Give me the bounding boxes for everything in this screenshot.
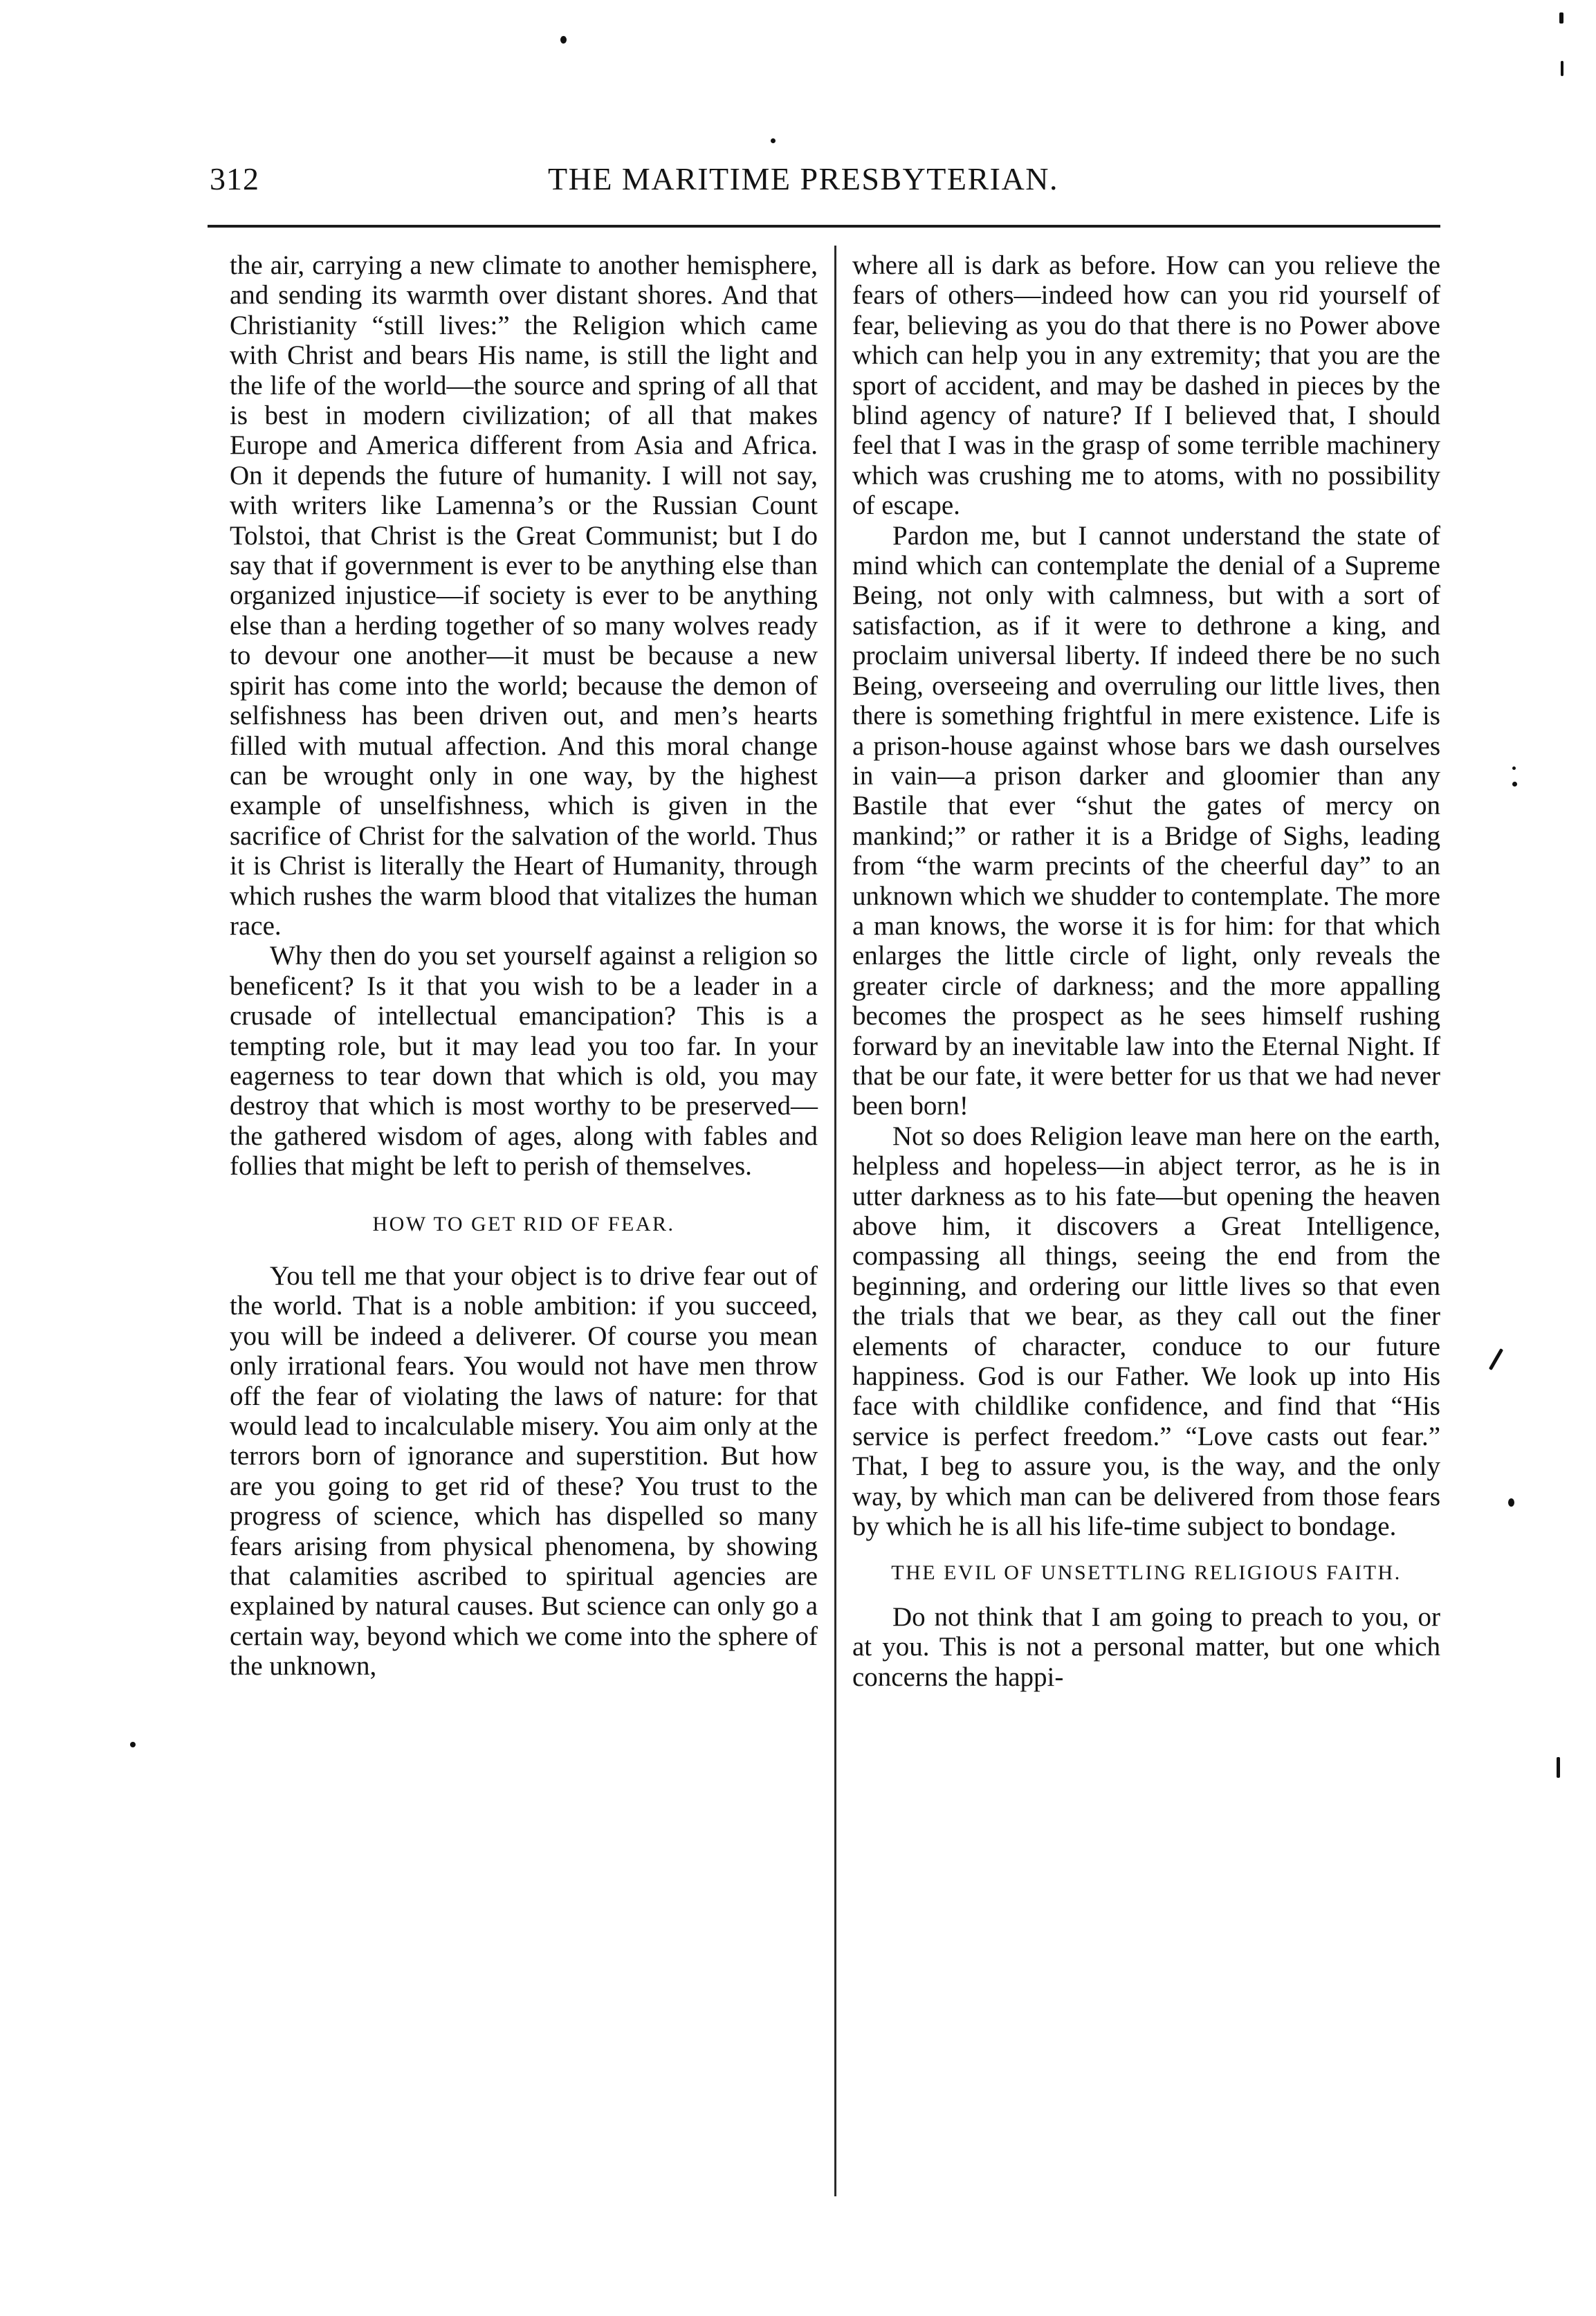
paragraph: You tell me that your object is to drive fear out of the world. That is a noble ambition: if you succeed, you will be indeed a deliverer. Of course you mean only irrational fears. You would not have men throw off the fear of violating the laws of nature: for that would lead to incalculable misery. You aim only at the terrors born of ignorance and superstition. But how are you going to get rid of these? You trust to the progress of science, which has dispelled so many fears arising from physical phenomena, by showing that calamities ascribed to spiritual agencies are explained by natural causes. But science can only go a certain way, beyond which we come into the sphere of the unknown, <box>230 1261 818 1682</box>
ink-speck <box>130 1742 136 1747</box>
section-heading: HOW TO GET RID OF FEAR. <box>372 1212 675 1235</box>
paragraph: the air, carrying a new climate to another hemisphere, and sending its warmth over distant shores. And that Christianity “still lives:” the Religion which came with Christ and bears His name, is still the light and the life of the world—the source and spring of all that is best in modern civilization; of all that makes Europe and America different from Asia and Africa. On it depends the future of humanity. I will not say, with writers like Lamenna’s or the Russian Count Tolstoi, that Christ is the Great Communist; but I do say that if government is ever to be anything else than organized injustice—if society is ever to be anything else than a herding together of so many wolves ready to devour one another—it must be because a new spirit has come into the world; because the demon of selfishness has been driven out, and men’s hearts filled with mutual affection. And this moral change can be wrought only in one way, by the highest example of unselfishness, which is given in the sacrifice of Christ for the salvation of the world. Thus it is Christ is literally the Heart of Humanity, through which rushes the warm blood that vitalizes the human race. <box>230 250 818 941</box>
ink-speck <box>771 138 776 143</box>
ink-speck <box>1489 1348 1503 1370</box>
ink-speck <box>1512 766 1516 770</box>
running-title: THE MARITIME PRESBYTERIAN. <box>548 161 1058 196</box>
paragraph: Not so does Religion leave man here on the earth, helpless and hopeless—in abject terror, as he is in utter darkness as to his fate—but opening the heaven above him, it discovers a Great Intelligence, compassing all things, seeing the end from the beginning, and ordering our little lives so that even the trials that we bear, as they call out the finer elements of character, conduce to our future happiness. God is our Father. We look up into His face with childlike confidence, and find that “His service is perfect freedom.” “Love casts out fear.” That, I beg to assure you, is the way, and the only way, by which man can be delivered from those fears by which he is all his life-time subject to bondage. <box>852 1121 1440 1542</box>
paragraph: Why then do you set yourself against a religion so beneficent? Is it that you wish to be a leader in a crusade of intellectual emancipation? This is a tempting role, but it may lead you too far. In your eagerness to tear down that which is old, you may destroy that which is most worthy to be preserved—the gathered wisdom of ages, along with fables and follies that might be left to perish of themselves. <box>230 941 818 1182</box>
right-column <box>852 250 1440 1692</box>
section-heading: THE EVIL OF UNSETTLING RELIGIOUS FAITH. <box>891 1561 1402 1585</box>
ink-speck <box>560 36 567 44</box>
paragraph: Pardon me, but I cannot understand the state of mind which can contemplate the denial of a Supreme Being, not only with calmness, but with a sort of satisfaction, as if it were to dethrone a king, and proclaim universal liberty. If indeed there be no such Being, overseeing and overruling our little lives, then there is something frightful in mere existence. Life is a prison-house against whose bars we dash ourselves in vain—a prison darker and gloomier than any Bastile that ever “shut the gates of mercy on mankind;” or rather it is a Bridge of Sighs, leading from “the warm precints of the cheerful day” to an unknown which we shudder to contemplate. The more a man knows, the worse it is for him: for that which enlarges the little circle of light, only reveals the greater circle of darkness; and the more appalling becomes the prospect as he sees himself rushing forward by an inevitable law into the Eternal Night. If that be our fate, it were better for us that we had never been born! <box>852 520 1440 1121</box>
paragraph: where all is dark as before. How can you relieve the fears of others—indeed how can you rid yourself of fear, believing as you do that there is no Power above which can help you in any extremity; that you are the sport of accident, and may be dashed in pieces by the blind agency of nature? If I believed that, I should feel that I was in the grasp of some terrible machinery which was crushing me to atoms, with no possibility of escape. <box>852 250 1440 521</box>
ink-speck <box>1561 61 1563 76</box>
left-column <box>230 250 818 1682</box>
column-divider <box>834 246 836 2196</box>
ink-speck <box>1559 12 1563 24</box>
ink-speck <box>1557 1757 1560 1778</box>
ink-speck <box>1512 782 1517 787</box>
paragraph: Do not think that I am going to preach to you, or at you. This is not a personal matter, but one which concerns the happi- <box>852 1601 1440 1692</box>
ink-speck <box>1508 1498 1514 1507</box>
header-rule <box>208 225 1440 228</box>
page-number: 312 <box>210 161 259 196</box>
